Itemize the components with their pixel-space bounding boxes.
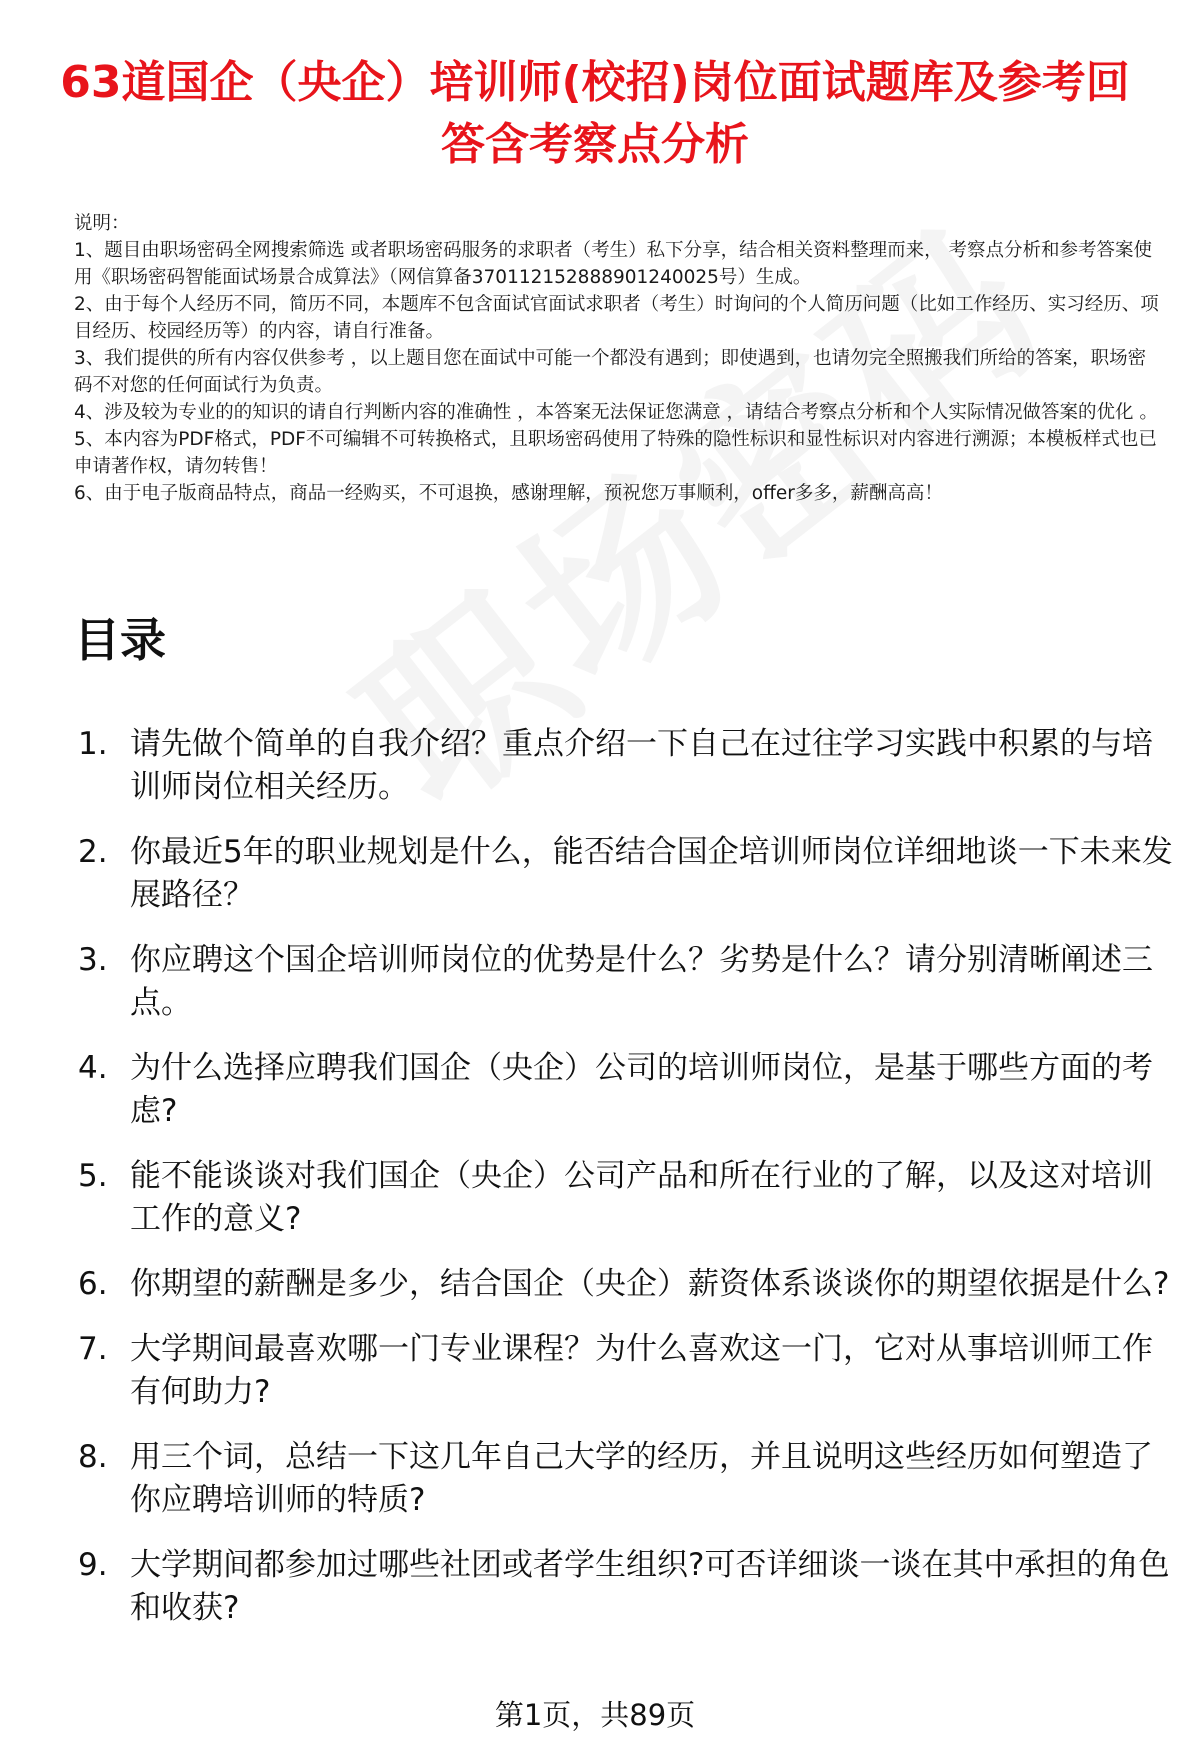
toc-item-number: 8.: [78, 1439, 108, 1475]
toc-item-number: 5.: [78, 1158, 108, 1194]
toc-item-number: 2.: [78, 834, 108, 870]
toc-heading: 目录: [74, 613, 166, 667]
toc-item[interactable]: [74, 723, 1174, 809]
notes-section: [74, 210, 1164, 507]
toc-item-number: 9.: [78, 1547, 108, 1583]
notes-item: 5、本内容为PDF格式，PDF不可编辑不可转换格式，且职场密码使用了特殊的隐性标识和显性标识对内容进行溯源；本模板样式也已申请著作权，请勿转售！: [74, 429, 1157, 477]
toc-item[interactable]: [74, 1328, 1174, 1414]
toc-item[interactable]: [74, 1047, 1174, 1133]
notes-item: 1、题目由职场密码全网搜索筛选 或者职场密码服务的求职者（考生）私下分享，结合相关资料整理而来， 考察点分析和参考答案使用《职场密码智能面试场景合成算法》（网信算备370112152888901240025号）生成。: [74, 240, 1153, 288]
toc-item-text: 为什么选择应聘我们国企（央企）公司的培训师岗位，是基于哪些方面的考虑?: [130, 1050, 1153, 1129]
toc-item-text: 请先做个简单的自我介绍？重点介绍一下自己在过往学习实践中积累的与培训师岗位相关经历。: [130, 726, 1153, 805]
toc-item[interactable]: [74, 939, 1174, 1025]
toc-item-number: 4.: [78, 1050, 108, 1086]
toc-item[interactable]: [74, 1436, 1174, 1522]
document-title: 63道国企（央企）培训师(校招)岗位面试题库及参考回答含考察点分析: [60, 57, 1130, 170]
toc-item-text: 你应聘这个国企培训师岗位的优势是什么？劣势是什么？请分别清晰阐述三点。: [130, 942, 1153, 1021]
toc-item[interactable]: [74, 1263, 1174, 1306]
toc-item-number: 3.: [78, 942, 108, 978]
toc-item-number: 7.: [78, 1331, 108, 1367]
toc-item-text: 你期望的薪酬是多少，结合国企（央企）薪资体系谈谈你的期望依据是什么?: [130, 1266, 1170, 1302]
notes-heading: 说明：: [74, 213, 130, 234]
toc-item[interactable]: [74, 1155, 1174, 1241]
toc-item-text: 能不能谈谈对我们国企（央企）公司产品和所在行业的了解，以及这对培训工作的意义?: [130, 1158, 1153, 1237]
table-of-contents: [74, 723, 1174, 1652]
toc-item-text: 大学期间最喜欢哪一门专业课程？为什么喜欢这一门，它对从事培训师工作有何助力?: [130, 1331, 1153, 1410]
notes-item: 2、由于每个人经历不同，简历不同，本题库不包含面试官面试求职者（考生）时询问的个人简历问题（比如工作经历、实习经历、项目经历、校园经历等）的内容，请自行准备。: [74, 294, 1159, 342]
toc-item-number: 1.: [78, 726, 108, 762]
notes-item: 3、我们提供的所有内容仅供参考 ，以上题目您在面试中可能一个都没有遇到；即使遇到，也请勿完全照搬我们所给的答案，职场密码不对您的任何面试行为负责。: [74, 348, 1147, 396]
notes-item: 4、涉及较为专业的的知识的请自行判断内容的准确性 ，本答案无法保证您满意 ，请结合考察点分析和个人实际情况做答案的优化 。: [74, 402, 1158, 423]
toc-item[interactable]: [74, 1544, 1174, 1630]
toc-item-text: 你最近5年的职业规划是什么，能否结合国企培训师岗位详细地谈一下未来发展路径？: [130, 834, 1173, 913]
notes-item: 6、由于电子版商品特点，商品一经购买，不可退换，感谢理解，预祝您万事顺利，offer多多，薪酬高高！: [74, 483, 943, 504]
toc-item-text: 用三个词，总结一下这几年自己大学的经历，并且说明这些经历如何塑造了你应聘培训师的特质?: [130, 1439, 1153, 1518]
page-number: 第1页，共89页: [494, 1698, 696, 1732]
toc-item-number: 6.: [78, 1266, 108, 1302]
toc-item-text: 大学期间都参加过哪些社团或者学生组织?可否详细谈一谈在其中承担的角色和收获?: [130, 1547, 1170, 1626]
toc-item[interactable]: [74, 831, 1174, 917]
